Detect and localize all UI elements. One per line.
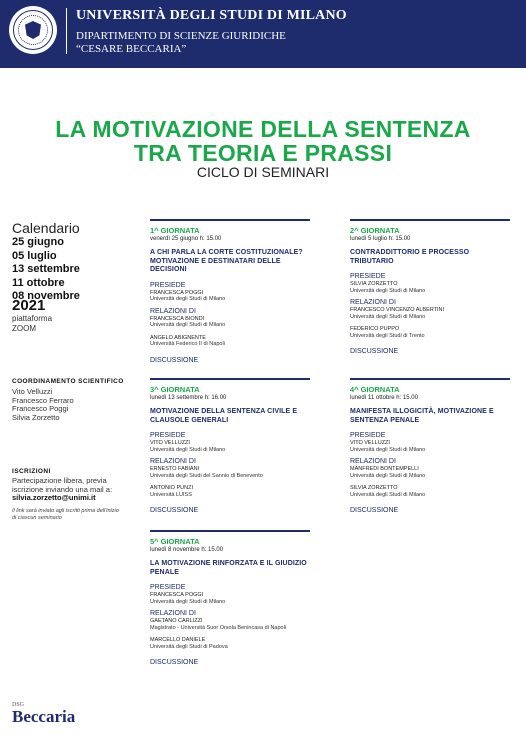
session-card-5 <box>150 530 310 666</box>
platform-name: ZOOM <box>12 323 36 333</box>
chair-name: VITO VELLUZZI <box>350 440 390 446</box>
chair-institution: Università degli Studi di Milano <box>350 287 426 294</box>
department-name <box>76 30 286 56</box>
session-card-2 <box>350 219 510 355</box>
speakers-label: RELAZIONI DI <box>150 307 196 315</box>
calendar-date: 11 ottobre <box>12 276 65 289</box>
session-title: MOTIVAZIONE DELLA SENTENZA CIVILE E CLAUSOLE GENERALI <box>150 408 298 424</box>
subtitle: CICLO DI SEMINARI <box>196 164 330 180</box>
header-divider <box>66 8 67 54</box>
speaker-institution: Università degli Studi di Trento <box>350 332 425 339</box>
speaker-institution: Magistrato - Università Suor Orsola Benincasa di Napoli <box>150 624 287 631</box>
chair-name: VITO VELLUZZI <box>150 440 190 446</box>
session-card-4 <box>350 378 510 514</box>
header-band <box>0 0 526 68</box>
main-title-line-2: TRA TEORIA E PRASSI <box>133 140 393 166</box>
discussion-label: DISCUSSIONE <box>150 356 199 364</box>
chair-label: PRESIEDE <box>350 432 386 439</box>
calendar-platform <box>12 314 52 333</box>
session-number: 5^ GIORNATA <box>150 537 200 546</box>
chair-label: PRESIEDE <box>150 432 186 439</box>
speakers-label: RELAZIONI DI <box>350 458 396 465</box>
speakers-label: RELAZIONI DI <box>150 458 196 465</box>
coordination-heading: COORDINAMENTO SCIENTIFICO <box>12 378 124 385</box>
department-line-2: “CESARE BECCARIA” <box>76 43 187 55</box>
speaker-name: FEDERICO PUPPO <box>350 326 400 332</box>
session-date: lunedì 5 luglio h: 15.00 <box>350 236 411 242</box>
registration-note: Il link sarà inviato agli iscritti prima dell'inizio di ciascun seminario <box>12 508 119 521</box>
footer-logo: Beccaria <box>12 707 76 726</box>
speaker-name: ANGELO ABIGNENTE <box>150 334 206 341</box>
speaker-institution: Università LUISS <box>150 491 192 498</box>
session-number: 4^ GIORNATA <box>350 385 400 394</box>
speakers-label: RELAZIONI DI <box>150 610 196 617</box>
speaker-name: FRANCESCO VINCENZO ALBERTINI <box>350 307 445 313</box>
chair-institution: Università degli Studi di Milano <box>150 296 226 302</box>
calendar-date: 08 novembre <box>12 290 80 302</box>
speaker-name: ANTONIO PUNZI <box>150 485 193 491</box>
chair-institution: Università degli Studi di Milano <box>150 598 226 605</box>
registration-email[interactable]: silvia.zorzetto@unimi.it <box>12 493 96 502</box>
university-seal-icon <box>9 6 57 54</box>
speaker-name: ERNESTO FABIANI <box>150 466 200 472</box>
footer-logo-small: DSG <box>12 702 25 708</box>
session-number: 2^ GIORNATA <box>350 226 400 235</box>
chair-name: FRANCESCA POGGI <box>150 289 204 296</box>
calendar-date: 25 giugno <box>12 236 64 248</box>
card-top-bar <box>350 219 510 221</box>
coordinator-name: Francesco Poggi <box>12 404 69 413</box>
discussion-label: DISCUSSIONE <box>150 659 199 666</box>
card-top-bar <box>150 219 310 221</box>
session-card-3 <box>150 378 310 514</box>
coordinator-name: Vito Velluzzi <box>12 387 53 396</box>
calendar-dates <box>12 236 80 304</box>
speakers-label: RELAZIONI DI <box>350 299 396 306</box>
session-title: MANIFESTA ILLOGICITÀ, MOTIVAZIONE E SENTENZA PENALE <box>350 408 494 424</box>
card-top-bar <box>150 530 310 532</box>
discussion-label: DISCUSSIONE <box>350 507 399 514</box>
session-title: LA MOTIVAZIONE RINFORZATA E IL GIUDIZIO PENALE <box>150 560 307 576</box>
session-number: 3^ GIORNATA <box>150 385 200 394</box>
discussion-label: DISCUSSIONE <box>150 507 199 514</box>
calendar-year: 2021 <box>12 297 46 314</box>
session-title: A CHI PARLA LA CORTE COSTITUZIONALE? MOTIVAZIONE E DESTINATARI DELLE DECISIONI <box>150 249 303 273</box>
speaker-institution: Università Federico II di Napoli <box>150 341 225 347</box>
registration-description: Partecipazione libera, previa iscrizione inviando una mail a: <box>12 476 113 494</box>
card-top-bar <box>150 378 310 380</box>
chair-label: PRESIEDE <box>150 584 186 591</box>
speaker-institution: Università degli Studi di Padova <box>150 643 228 650</box>
chair-name: FRANCESCA POGGI <box>150 592 204 598</box>
session-card-1 <box>150 219 310 364</box>
card-top-bar <box>350 378 510 380</box>
main-title-line-1: LA MOTIVAZIONE DELLA SENTENZA <box>55 116 471 142</box>
speaker-institution: Università degli Studi di Milano <box>350 313 426 320</box>
session-date: lunedì 11 ottobre h: 15.00 <box>350 395 418 401</box>
university-name: UNIVERSITÀ DEGLI STUDI DI MILANO <box>76 8 347 23</box>
speaker-name: SILVIA ZORZETTO <box>350 485 398 491</box>
coordinator-name: Silvia Zorzetto <box>12 412 60 422</box>
session-title: CONTRADDITTORIO E PROCESSO TRIBUTARIO <box>350 249 470 265</box>
discussion-label: DISCUSSIONE <box>350 348 399 355</box>
calendar-title: Calendario <box>12 220 80 236</box>
coordinator-name: Francesco Ferraro <box>12 395 74 405</box>
calendar-date: 05 luglio <box>12 249 57 262</box>
department-line-1: DIPARTIMENTO DI SCIENZE GIURIDICHE <box>76 30 286 42</box>
speaker-institution: Università degli Studi del Sannio di Benevento <box>150 472 263 479</box>
registration-heading: ISCRIZIONI <box>12 468 51 475</box>
coordination-list <box>12 388 74 422</box>
chair-label: PRESIEDE <box>350 273 386 280</box>
session-date: lunedì 8 novembre h: 15.00 <box>150 547 224 553</box>
speaker-name: GAETANO CARLIZZI <box>150 618 203 624</box>
session-number: 1^ GIORNATA <box>150 226 200 235</box>
speaker-institution: Università degli Studi di Milano <box>350 491 426 498</box>
platform-label: piattaforma <box>12 314 53 323</box>
chair-institution: Università degli Studi di Milano <box>150 446 226 453</box>
chair-label: PRESIEDE <box>150 281 186 289</box>
session-date: lunedì 13 settembre h: 16.00 <box>150 395 227 401</box>
registration-text <box>12 477 122 503</box>
calendar-date: 13 settembre <box>12 263 80 275</box>
speaker-name: MANFREDI BONTEMPELLI <box>350 466 419 472</box>
speaker-institution: Università degli Studi di Milano <box>150 322 226 328</box>
chair-institution: Università degli Studi di Milano <box>350 446 426 453</box>
session-date: venerdì 25 giugno h: 15.00 <box>150 236 222 242</box>
speaker-name: FRANCESCA BIONDI <box>150 315 205 322</box>
chair-name: SILVIA ZORZETTO <box>350 281 398 287</box>
speaker-name: MARCELLO DANIELE <box>150 637 206 643</box>
speaker-institution: Università degli Studi di Milano <box>350 472 426 479</box>
